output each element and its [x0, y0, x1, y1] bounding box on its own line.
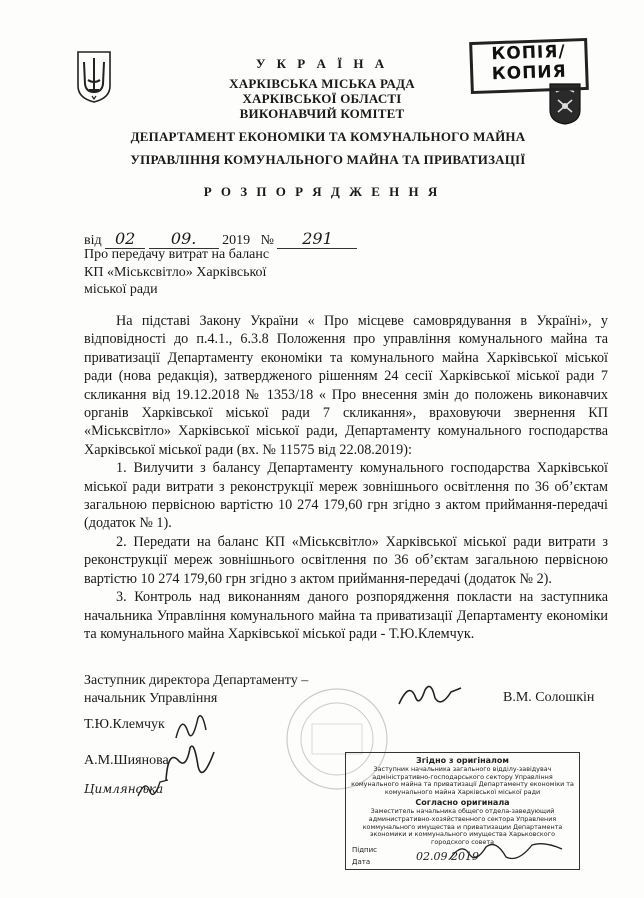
item-1: 1. Вилучити з балансу Департаменту комунального господарства Харківської міської ради витрати з реконструкції мереж зовнішнього освітлення по 36 об’єктам загальною первісною вартістю 10 274 179,60 грн згідно з актом приймання-передачі (додаток № 1). [84, 460, 608, 532]
country-name: У К Р А Ї Н А [255, 56, 389, 71]
region-name: ХАРКІВСЬКОЇ ОБЛАСТІ [242, 91, 402, 106]
intro-paragraph: На підставі Закону України « Про місцеве самоврядування в Україні», у відповідності до п.4.1., 6.3.8 Положення про управління комунального майна та приватизації Департаменту економіки та комунального майна Харківської міської ради (нова редакція), затвердженого рішенням 24 сесії Харківської міської ради 7 скликання від 19.12.2018 № 1353/18 « Про внесення змін до положень виконавчих органів Харківської міської ради 7 скликання», враховуючи звернення КП «Міськсвітло» Харківської міської ради, Департаменту комунального господарства Харківської міської ради (вх. № 11575 від 22.08.2019): [84, 313, 608, 458]
item-2: 2. Передати на баланс КП «Міськсвітло» Харківської міської ради витрати з реконструкції мереж зовнішнього освітлення по 36 об’єктам загальною первісною вартістю 10 274 179,60 грн згідно з актом приймання-передачі (додаток № 2). [84, 533, 608, 587]
approval-date-value: 02.09.2019 [416, 850, 479, 863]
item-3: 3. Контроль над виконанням даного розпорядження покласти на заступника начальника Управління комунального майна та приватизації Департаменту економіки та комунального майна Харківської міської ради - Т.Ю.Клемчук. [84, 589, 608, 642]
approval-date-label: Дата [352, 858, 371, 866]
approver-2: А.М.Шиянова [84, 753, 169, 768]
signature-position [84, 672, 308, 707]
approver-3: Цимлянська [84, 782, 164, 796]
approval-sign-label: Підпис [352, 846, 378, 854]
subject-line: міської ради [84, 282, 158, 297]
department-name: ДЕПАРТАМЕНТ ЕКОНОМІКИ ТА КОМУНАЛЬНОГО МАЙНА [130, 129, 526, 144]
subject-block [84, 246, 269, 299]
approver-1: Т.Ю.Клемчук [84, 717, 165, 732]
approval-title-ru: Согласно оригинала [415, 798, 510, 808]
approval-text-ua: Заступник начальника загального відділу-завідувач адміністративно-господарського сектору Управління комунального майна та приватизації Департаменту економіки та комунального майна Харківської міської ради [351, 765, 574, 796]
office-name: УПРАВЛІННЯ КОМУНАЛЬНОГО МАЙНА ТА ПРИВАТИЗАЦІЇ [130, 152, 526, 167]
approval-text-ru: Заместитель начальника общего отдела-заведующий административно-хозяйственного сектора Управления коммунального имущества и приватизации Департамента экономики и коммунального имущества Харьковского городского совета [362, 807, 563, 846]
copy-stamp-line1: КОПІЯ/ [491, 41, 566, 65]
document-body [84, 312, 608, 643]
signer-name: В.М. Солошкін [503, 690, 595, 705]
copy-stamp-line2: КОПИЯ [491, 61, 568, 85]
date-year: 2019 [222, 233, 251, 248]
position-line1: Заступник директора Департаменту – [84, 673, 309, 688]
document-number: 291 [277, 229, 357, 249]
subject-line: Про передачу витрат на баланс [84, 247, 270, 262]
handwritten-signature-icon [395, 678, 465, 712]
date-prefix: від [84, 233, 102, 248]
approval-title-ua: Згідно з оригіналом [416, 756, 509, 765]
position-line2: начальник Управління [84, 690, 218, 706]
approver-signature-icon [136, 776, 170, 802]
date-month: 09. [149, 229, 219, 249]
subject-line: КП «Міськсвітло» Харківської [84, 264, 267, 280]
approval-signature-icon [446, 839, 566, 865]
approval-stamp [345, 752, 580, 870]
document-type: Р О З П О Р Я Д Ж Е Н Н Я [203, 184, 441, 199]
council-name: ХАРКІВСЬКА МІСЬКА РАДА [229, 76, 415, 91]
date-day: 02 [105, 229, 145, 249]
number-label: № [260, 233, 274, 248]
committee-name: ВИКОНАВЧИЙ КОМІТЕТ [239, 106, 405, 121]
